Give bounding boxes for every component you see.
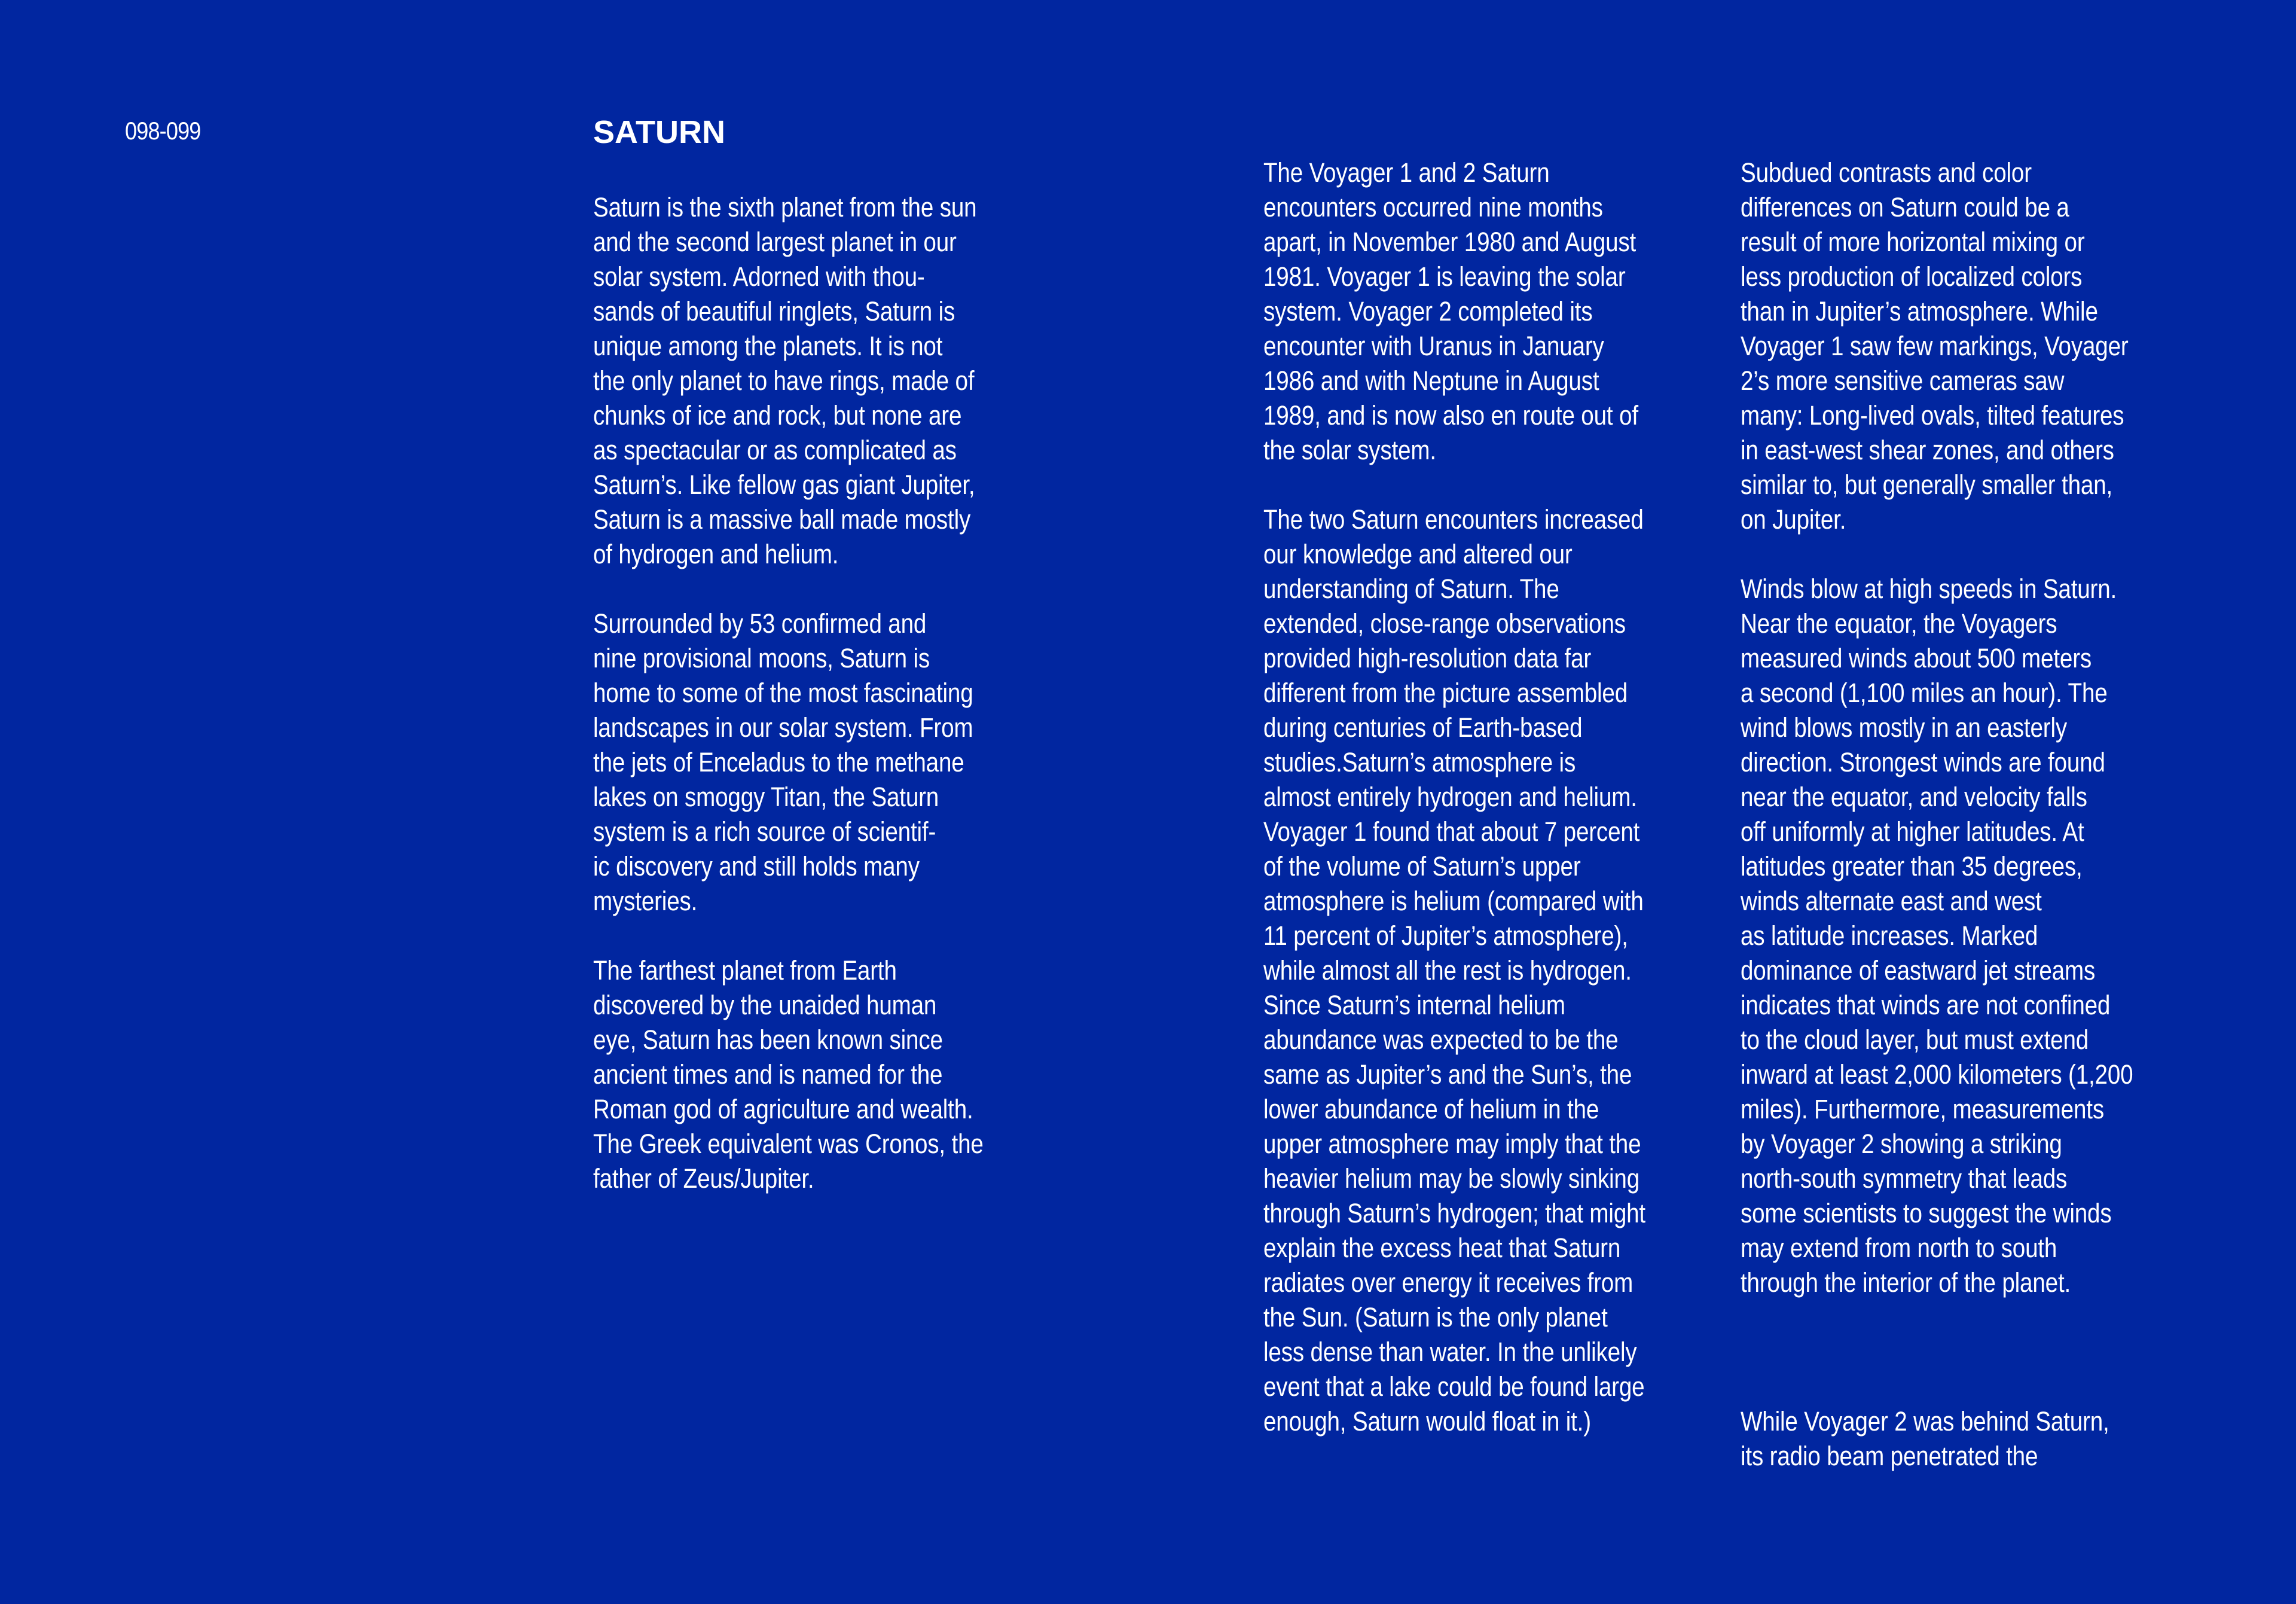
left-text-column (593, 190, 1107, 1231)
paragraph: Surrounded by 53 confirmed and nine provisional moons, Saturn is home to some of the most fascinating landscapes in our solar system. From the jets of Enceladus to the methane lakes on smoggy Titan, the Saturn system is a rich source of scientif- ic discovery and still holds many mysteries. (593, 608, 973, 916)
paragraph: The two Saturn encounters increased our knowledge and altered our understanding of Saturn. The extended, close-range observations provided high-resolution data far different from the picture assembled during centuries of Earth-based studies.Saturn’s atmosphere is almost entirely hydrogen and helium. Voyager 1 found that about 7 percent of the volume of Saturn’s upper atmosphere is helium (compared with 11 percent of Jupiter’s atmosphere), while almost all the rest is hydrogen. Since Saturn’s internal helium abundance was expected to be the same as Jupiter’s and the Sun’s, the lower abundance of helium in the upper atmosphere may imply that the heavier helium may be slowly sinking through Saturn’s hydrogen; that might explain the excess heat that Saturn radiates over energy it receives from the Sun. (Saturn is the only planet less dense than water. In the unlikely event that a lake could be found large enough, Saturn would float in it.) (1263, 504, 1645, 1437)
paragraph: The Voyager 1 and 2 Saturn encounters occurred nine months apart, in November 1980 and August 1981. Voyager 1 is leaving the solar system. Voyager 2 completed its encounter with Uranus in January 1986 and with Neptune in August 1989, and is now also en route out of the solar system. (1263, 157, 1638, 465)
paragraph: Subdued contrasts and color differences on Saturn could be a result of more horizontal mixing or less production of localized colors than in Jupiter’s atmosphere. While Voyager 1 saw few markings, Voyager 2’s more sensitive cameras saw many: Long-lived ovals, tilted features in east-west shear zones, and others similar to, but generally smaller than, on Jupiter. (1741, 157, 2129, 535)
paragraph: Winds blow at high speeds in Saturn. Near the equator, the Voyagers measured winds about 500 meters a second (1,100 miles an hour). The wind blows mostly in an easterly direction. Strongest winds are found near the equator, and velocity falls off uniformly at higher latitudes. At latitudes greater than 35 degrees, winds alternate east and west as latitude increases. Marked dominance of eastward jet streams indicates that winds are not confined to the cloud layer, but must extend inward at least 2,000 kilometers (1,200 miles). Furthermore, measurements by Voyager 2 showing a striking north-south symmetry that leads some scientists to suggest the winds may extend from north to south through the interior of the planet. (1741, 574, 2133, 1298)
page-number: 098-099 (125, 117, 201, 145)
page-title: SATURN (593, 114, 725, 150)
paragraph: While Voyager 2 was behind Saturn, its radio beam penetrated the (1741, 1406, 2109, 1471)
paragraph: Saturn is the sixth planet from the sun and the second largest planet in our solar system. Adorned with thou- sands of beautiful ringlets, Saturn is unique among the planets. It is not the only planet to have rings, made of chunks of ice and rock, but none are as spectacular or as complicated as Saturn’s. Like fellow gas giant Jupiter, Saturn is a massive ball made mostly of hydrogen and helium. (593, 192, 977, 569)
paragraph: The farthest planet from Earth discovered by the unaided human eye, Saturn has been known since ancient times and is named for the Roman god of agriculture and wealth. The Greek equivalent was Cronos, the father of Zeus/Jupiter. (593, 955, 984, 1194)
middle-text-column (1263, 155, 1778, 1474)
right-text-column (1741, 155, 2255, 1508)
